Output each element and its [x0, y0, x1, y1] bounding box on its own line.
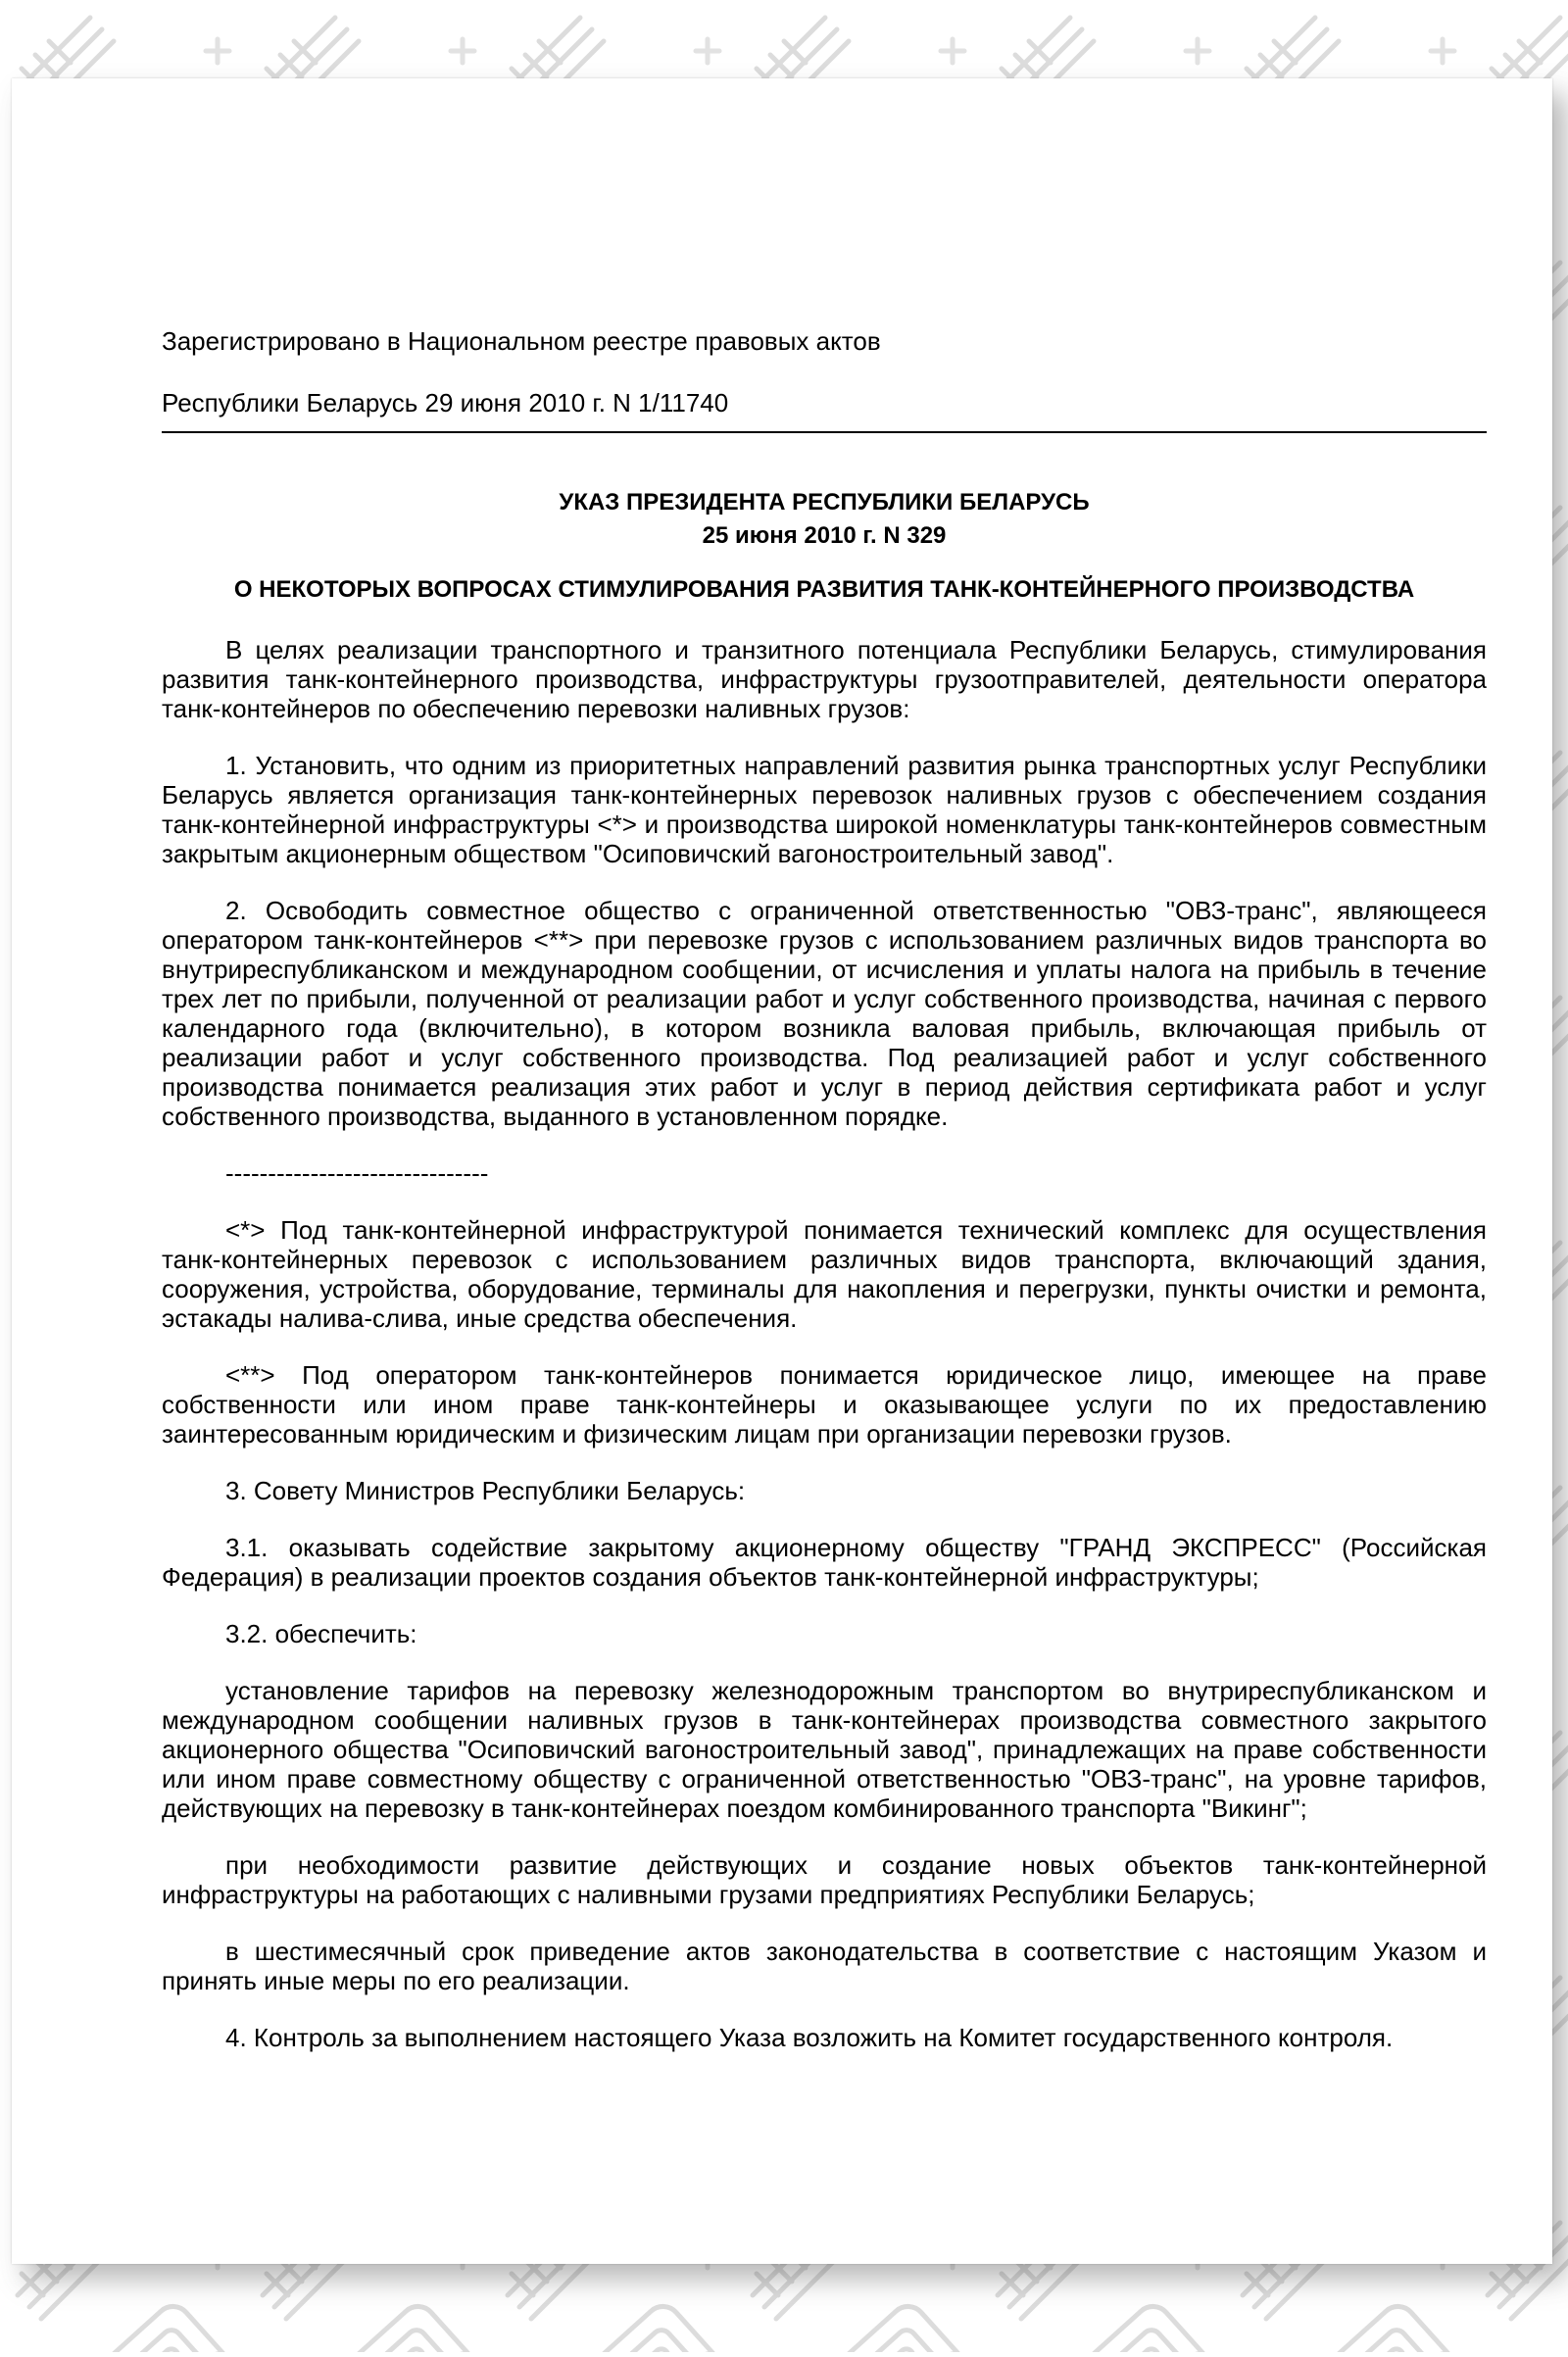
footnote-star-paragraph: <*> Под танк-контейнерной инфраструктурой понимается технический комплекс для осуществления танк-контейнерных перевозок с использованием различных видов транспорта, включающий здания, сооружения, устройства, оборудование, терминалы для накопления и перегрузки, пункты очистки и ремонта, эстакады налива-слива, иные средства обеспечения. — [162, 1215, 1487, 1333]
development-clause-paragraph: при необходимости развитие действующих и создание новых объектов танк-контейнерной инфраструктуры на работающих с наливными грузами предприятиях Республики Беларусь; — [162, 1850, 1487, 1909]
item-1-paragraph: 1. Установить, что одним из приоритетных направлений развития рынка транспортных услуг Республики Беларусь является организация танк-контейнерных перевозок наливных грузов с обеспечением создания танк-контейнерной инфраструктуры <*> и производства широкой номенклатуры танк-контейнеров совместным закрытым акционерным обществом "Осиповичский вагоностроительный завод". — [162, 751, 1487, 868]
document-content — [162, 326, 1487, 2080]
item-3-paragraph: 3. Совету Министров Республики Беларусь: — [225, 1476, 746, 1505]
footnote-double-star-paragraph: <**> Под оператором танк-контейнеров понимается юридическое лицо, имеющее на праве собственности или ином праве танк-контейнеры и оказывающее услуги по их предоставлению заинтересованным юридическим и физическим лицам при организации перевозки грузов. — [162, 1360, 1487, 1449]
decree-date-number: 25 июня 2010 г. N 329 — [702, 522, 947, 549]
tariffs-clause-paragraph: установление тарифов на перевозку железнодорожным транспортом во внутриреспубликанском и международном сообщении наливных грузов в танк-контейнерах производства совместного закрытого акционерного общества "Осиповичский вагоностроительный завод", принадлежащих на праве собственности или ином праве совместному обществу с ограниченной ответственностью "ОВЗ-транс", на уровне тарифов, действующих на перевозку в танк-контейнерах поездом комбинированного транспорта "Викинг"; — [162, 1676, 1487, 1823]
decree-type-heading: УКАЗ ПРЕЗИДЕНТА РЕСПУБЛИКИ БЕЛАРУСЬ — [559, 489, 1090, 516]
registration-note-line1: Зарегистрировано в Национальном реестре правовых актов — [162, 326, 881, 356]
item-2-paragraph: 2. Освободить совместное общество с ограниченной ответственностью "ОВЗ-транс", являющееся оператором танк-контейнеров <**> при перевозке грузов с использованием различных видов транспорта во внутриреспубликанском и международном сообщении, от исчисления и уплаты налога на прибыль в течение трех лет по прибыли, полученной от реализации работ и услуг собственного производства, начиная с первого календарного года (включительно), в котором возникла валовая прибыль, включающая прибыль от реализации работ и услуг собственного производства. Под реализацией работ и услуг собственного производства понимается реализация этих работ и услуг в период действия сертификата работ и услуг собственного производства, выданного в установленном порядке. — [162, 896, 1487, 1131]
header-divider — [162, 431, 1487, 433]
footnote-separator: ------------------------------- — [225, 1158, 489, 1188]
item-3-1-paragraph: 3.1. оказывать содействие закрытому акционерному обществу "ГРАНД ЭКСПРЕСС" (Российская Федерация) в реализации проектов создания объектов танк-контейнерной инфраструктуры; — [162, 1533, 1487, 1592]
item-4-paragraph: 4. Контроль за выполнением настоящего Указа возложить на Комитет государственного контроля. — [225, 2023, 1394, 2052]
decree-title: О НЕКОТОРЫХ ВОПРОСАХ СТИМУЛИРОВАНИЯ РАЗВИТИЯ ТАНК-КОНТЕЙНЕРНОГО ПРОИЗВОДСТВА — [233, 576, 1415, 603]
registration-note-line2: Республики Беларусь 29 июня 2010 г. N 1/11740 — [162, 388, 729, 417]
legislation-clause-paragraph: в шестимесячный срок приведение актов законодательства в соответствие с настоящим Указом и принять иные меры по его реализации. — [162, 1937, 1487, 1995]
document-sheet — [12, 78, 1552, 2264]
preamble-paragraph: В целях реализации транспортного и транзитного потенциала Республики Беларусь, стимулирования развития танк-контейнерного производства, инфраструктуры грузоотправителей, деятельности оператора танк-контейнеров по обеспечению перевозки наливных грузов: — [162, 635, 1487, 723]
item-3-2-paragraph: 3.2. обеспечить: — [225, 1619, 417, 1648]
